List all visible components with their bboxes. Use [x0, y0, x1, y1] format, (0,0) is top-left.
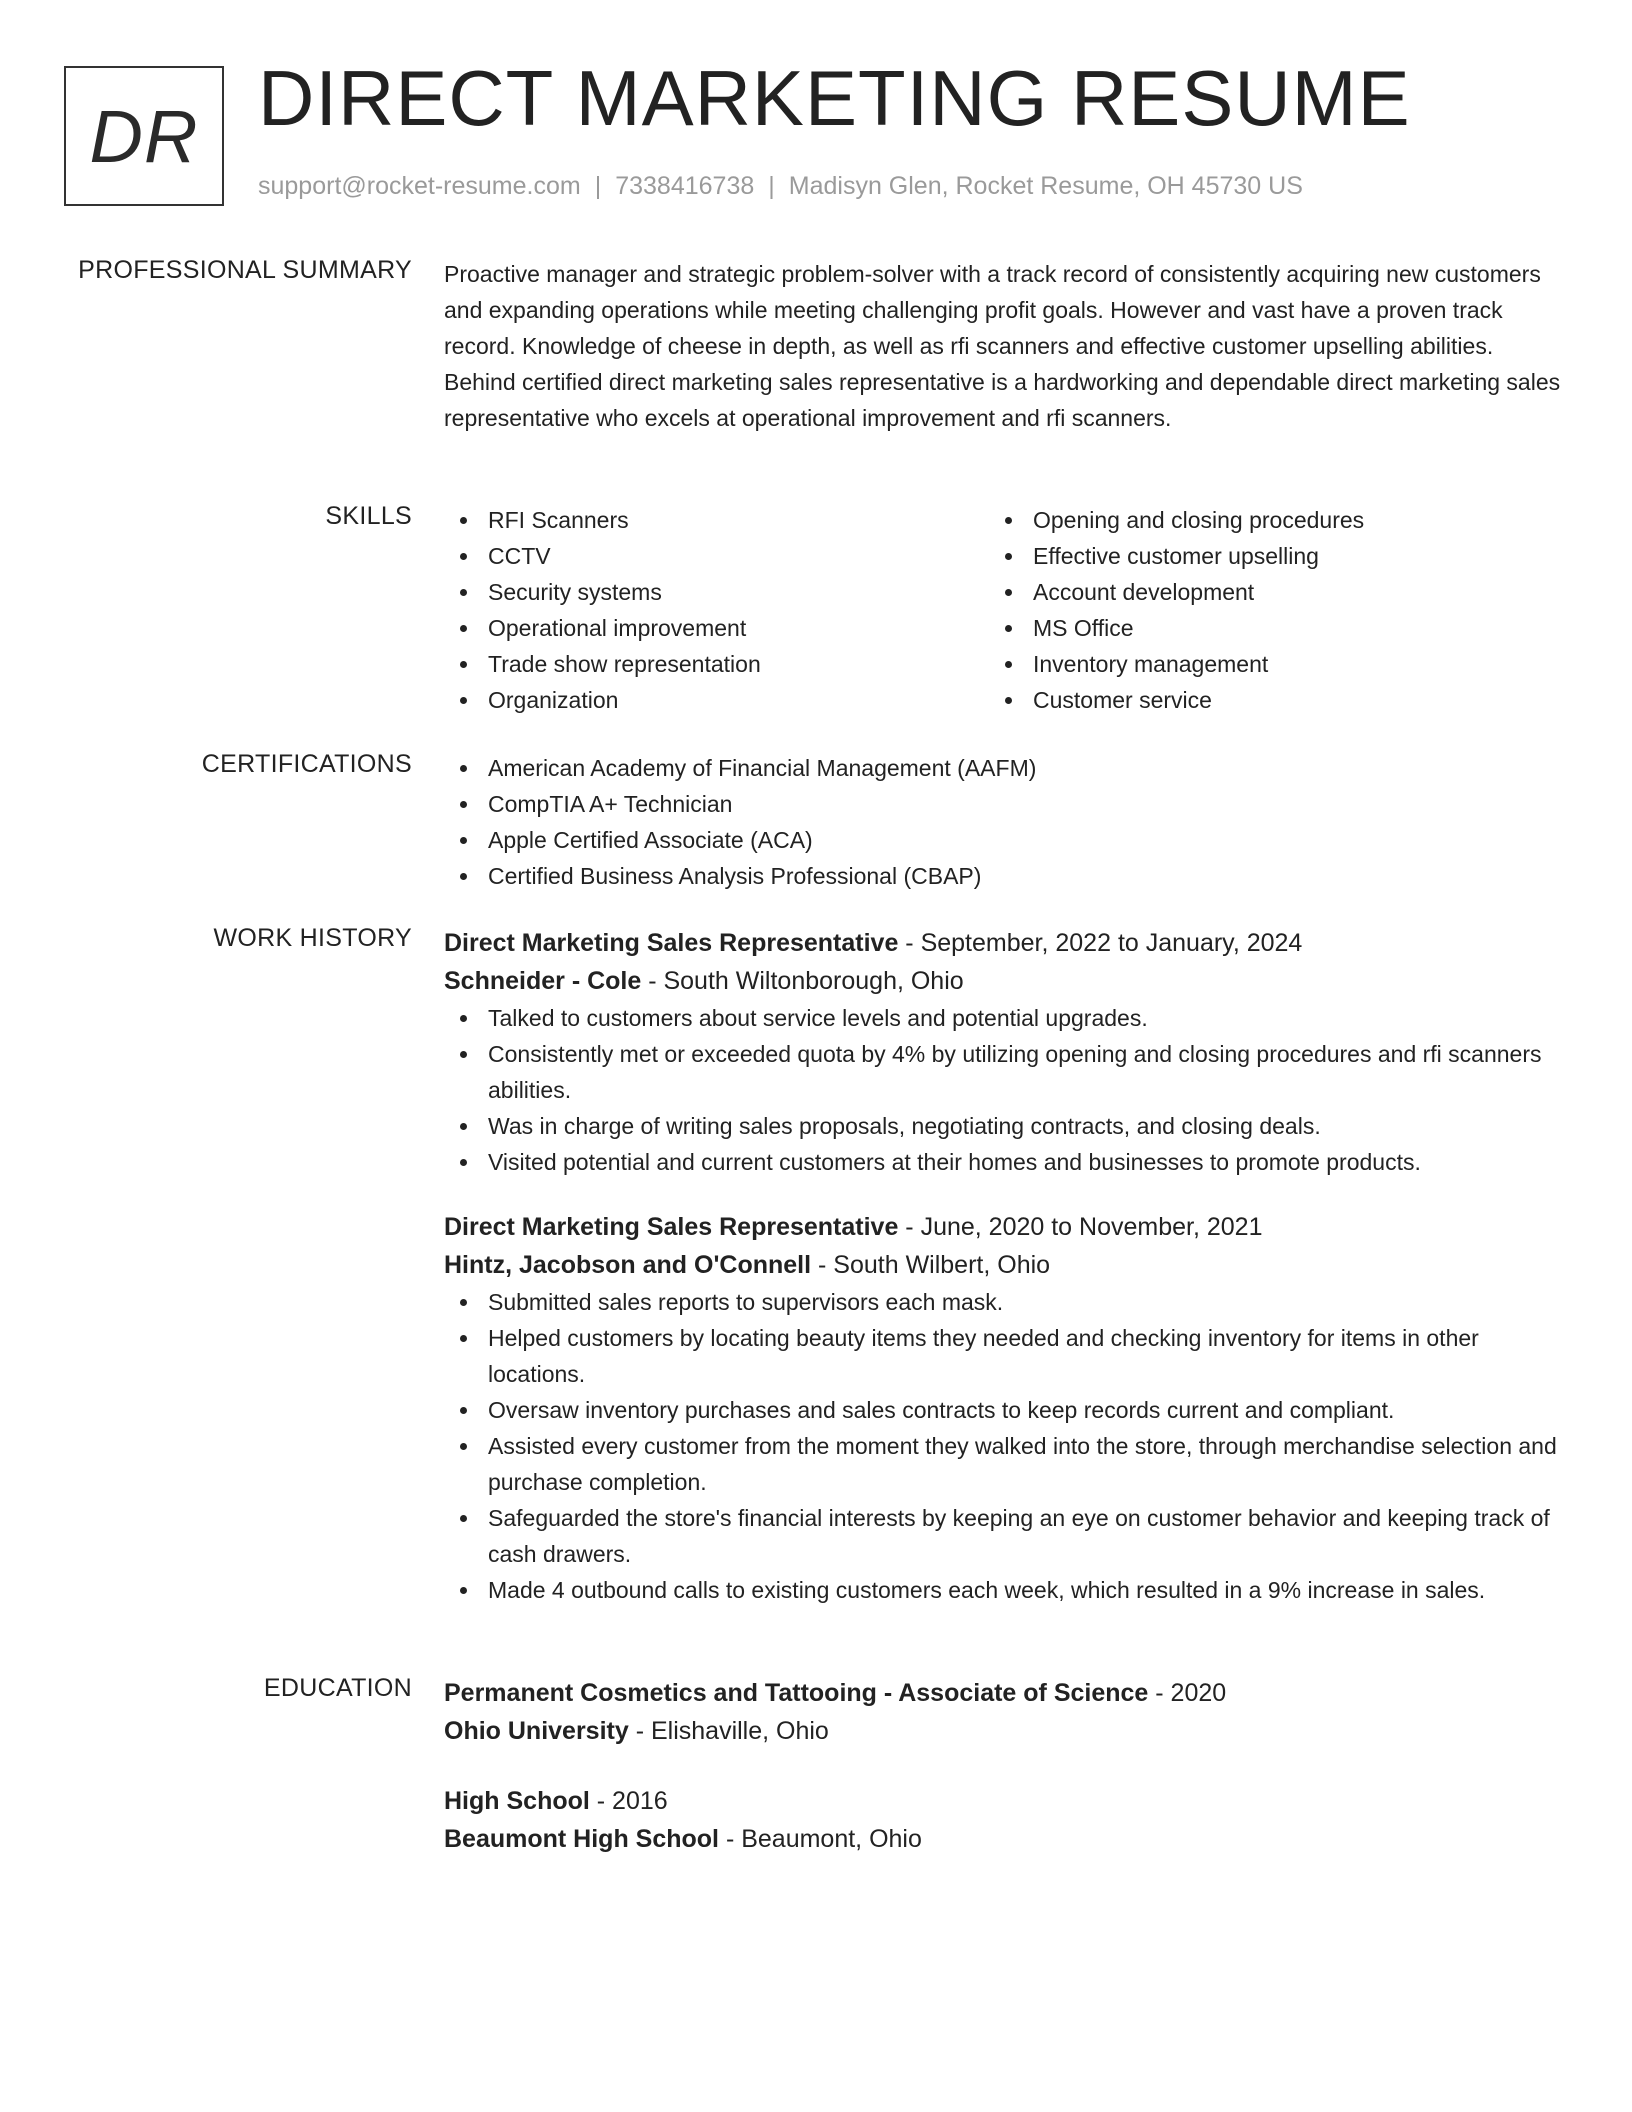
contact-line [258, 172, 1303, 201]
certification-item: Certified Business Analysis Professional (CBAP) [444, 858, 1564, 894]
skills-list-left [444, 502, 989, 718]
job-company-line [444, 1246, 1564, 1284]
job-title: Direct Marketing Sales Representative [444, 1213, 899, 1241]
job-bullet: Visited potential and current customers at their homes and businesses to promote products. [444, 1144, 1564, 1180]
job-bullet: Safeguarded the store's financial interests by keeping an eye on customer behavior and keeping track of cash drawers. [444, 1500, 1564, 1572]
education-school-line [444, 1820, 1564, 1858]
education-school-line [444, 1712, 1564, 1750]
job-title: Direct Marketing Sales Representative [444, 929, 899, 957]
job-location: - South Wiltonborough, Ohio [641, 967, 964, 995]
summary-text: Proactive manager and strategic problem-solver with a track record of consistently acquiring new customers and expanding operations while meeting challenging profit goals. However and vast have a proven track record. Knowledge of cheese in depth, as well as rfi scanners and effective customer upselling abilities. Behind certified direct marketing sales representative is a hardworking and dependable direct marketing sales representative who excels at operational improvement and rfi scanners. [444, 261, 1561, 431]
section-label-work-history: WORK HISTORY [213, 924, 412, 952]
education-school: Ohio University [444, 1717, 629, 1745]
skill-item: Operational improvement [444, 610, 989, 646]
job-location: - South Wilbert, Ohio [811, 1251, 1051, 1279]
section-label-education: EDUCATION [263, 1674, 412, 1702]
education-school: Beaumont High School [444, 1825, 719, 1853]
skill-item: Account development [989, 574, 1534, 610]
section-label-certifications: CERTIFICATIONS [201, 750, 412, 778]
education-degree-line [444, 1782, 1564, 1820]
skills-body [444, 502, 1564, 718]
job-entry [444, 924, 1564, 1180]
skills-list-right [989, 502, 1534, 718]
skill-item: Inventory management [989, 646, 1534, 682]
skill-item: CCTV [444, 538, 989, 574]
certifications-body [444, 750, 1564, 894]
contact-separator: | [594, 172, 602, 200]
skill-item: Security systems [444, 574, 989, 610]
certification-item: American Academy of Financial Management (AAFM) [444, 750, 1564, 786]
certification-item: CompTIA A+ Technician [444, 786, 1564, 822]
education-year: - 2020 [1148, 1679, 1227, 1707]
job-title-line [444, 924, 1564, 962]
monogram-box [64, 66, 224, 206]
skill-item: MS Office [989, 610, 1534, 646]
job-bullet: Made 4 outbound calls to existing customers each week, which resulted in a 9% increase in sales. [444, 1572, 1564, 1608]
job-bullet: Was in charge of writing sales proposals, negotiating contracts, and closing deals. [444, 1108, 1564, 1144]
skill-item: Organization [444, 682, 989, 718]
resume-title: DIRECT MARKETING RESUME [258, 54, 1411, 142]
skill-item: Opening and closing procedures [989, 502, 1534, 538]
education-entry [444, 1674, 1564, 1750]
skills-grid [444, 502, 1564, 718]
education-entry [444, 1782, 1564, 1858]
job-dates: - June, 2020 to November, 2021 [898, 1213, 1263, 1241]
job-bullet: Submitted sales reports to supervisors each mask. [444, 1284, 1564, 1320]
job-bullet: Consistently met or exceeded quota by 4% by utilizing opening and closing procedures and rfi scanners abilities. [444, 1036, 1564, 1108]
contact-email[interactable]: support@rocket-resume.com [258, 172, 581, 200]
job-bullets [444, 1284, 1564, 1608]
job-entry [444, 1208, 1564, 1608]
contact-address: Madisyn Glen, Rocket Resume, OH 45730 US [788, 172, 1303, 200]
education-location: - Beaumont, Ohio [719, 1825, 922, 1853]
certification-item: Apple Certified Associate (ACA) [444, 822, 1564, 858]
education-year: - 2016 [589, 1787, 668, 1815]
summary-body [444, 256, 1564, 436]
section-label-summary: PROFESSIONAL SUMMARY [78, 256, 412, 284]
education-location: - Elishaville, Ohio [628, 1717, 829, 1745]
job-bullet: Talked to customers about service levels and potential upgrades. [444, 1000, 1564, 1036]
job-title-line [444, 1208, 1564, 1246]
education-degree: High School [444, 1787, 590, 1815]
contact-separator: | [768, 172, 775, 200]
section-label-skills: SKILLS [325, 502, 412, 530]
education-degree: Permanent Cosmetics and Tattooing - Associate of Science [444, 1679, 1149, 1707]
skill-item: Trade show representation [444, 646, 989, 682]
skill-item: Effective customer upselling [989, 538, 1534, 574]
job-company: Schneider - Cole [444, 967, 642, 995]
job-bullet: Assisted every customer from the moment they walked into the store, through merchandise selection and purchase completion. [444, 1428, 1564, 1500]
contact-phone[interactable]: 7338416738 [615, 172, 755, 200]
skill-item: Customer service [989, 682, 1534, 718]
job-company: Hintz, Jacobson and O'Connell [444, 1251, 812, 1279]
job-bullet: Oversaw inventory purchases and sales contracts to keep records current and compliant. [444, 1392, 1564, 1428]
education-body [444, 1674, 1564, 1890]
education-degree-line [444, 1674, 1564, 1712]
job-bullets [444, 1000, 1564, 1180]
work-history-body [444, 924, 1564, 1636]
job-bullet: Helped customers by locating beauty items they needed and checking inventory for items in other locations. [444, 1320, 1564, 1392]
monogram-initials: DR [89, 94, 199, 178]
job-company-line [444, 962, 1564, 1000]
job-dates: - September, 2022 to January, 2024 [898, 929, 1303, 957]
certifications-list [444, 750, 1564, 894]
skill-item: RFI Scanners [444, 502, 989, 538]
